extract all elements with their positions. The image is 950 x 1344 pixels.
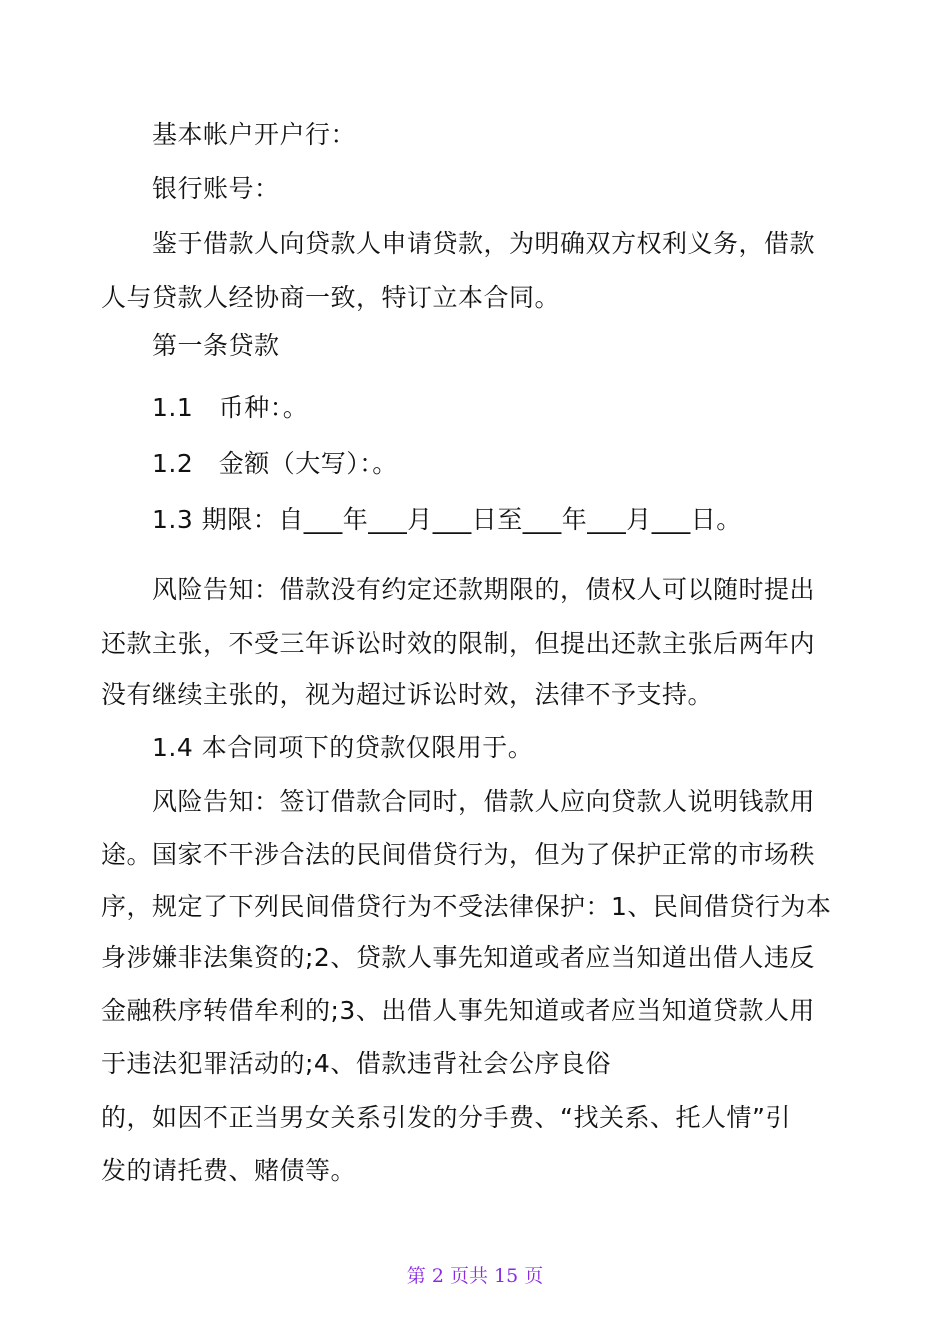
risk-notice-1-line-3: 没有继续主张的，视为超过诉讼时效，法律不予支持。 <box>101 680 714 709</box>
clause-1-1-currency: 1.1 币种：。 <box>152 393 309 422</box>
risk-notice-2-line-8: 发的请托费、赌债等。 <box>101 1156 357 1185</box>
risk-notice-2-line-1: 风险告知：签订借款合同时，借款人应向贷款人说明钱款用 <box>152 787 816 816</box>
risk-notice-2-line-6: 于违法犯罪活动的;4、借款违背社会公序良俗 <box>101 1049 611 1078</box>
risk-notice-2-line-4: 身涉嫌非法集资的;2、贷款人事先知道或者应当知道出借人违反 <box>101 943 815 972</box>
page-number-footer: 第 2 页共 15 页 <box>406 1265 544 1287</box>
risk-notice-2-line-2: 途。国家不干涉合法的民间借贷行为，但为了保护正常的市场秩 <box>101 840 816 869</box>
clause-1-3-term: 1.3 期限：自___年___月___日至___年___月___日。 <box>152 505 742 534</box>
risk-notice-1-line-1: 风险告知：借款没有约定还款期限的，债权人可以随时提出 <box>152 575 816 604</box>
preamble-line-2: 人与贷款人经协商一致，特订立本合同。 <box>101 283 561 312</box>
preamble-line-1: 鉴于借款人向贷款人申请贷款，为明确双方权利义务，借款 <box>152 229 816 258</box>
clause-1-2-amount: 1.2 金额（大写）：。 <box>152 449 398 478</box>
bank-account-line: 银行账号： <box>152 174 280 203</box>
risk-notice-2-line-7: 的，如因不正当男女关系引发的分手费、“找关系、托人情”引 <box>101 1103 791 1132</box>
article-1-heading: 第一条贷款 <box>152 331 280 360</box>
risk-notice-2-line-5: 金融秩序转借牟利的;3、出借人事先知道或者应当知道贷款人用 <box>101 996 815 1025</box>
clause-1-4-purpose: 1.4 本合同项下的贷款仅限用于。 <box>152 733 534 762</box>
risk-notice-1-line-2: 还款主张，不受三年诉讼时效的限制，但提出还款主张后两年内 <box>101 629 816 658</box>
risk-notice-2-line-3: 序，规定了下列民间借贷行为不受法律保护：1、民间借贷行为本 <box>101 892 832 921</box>
bank-name-line: 基本帐户开户行： <box>152 120 357 149</box>
